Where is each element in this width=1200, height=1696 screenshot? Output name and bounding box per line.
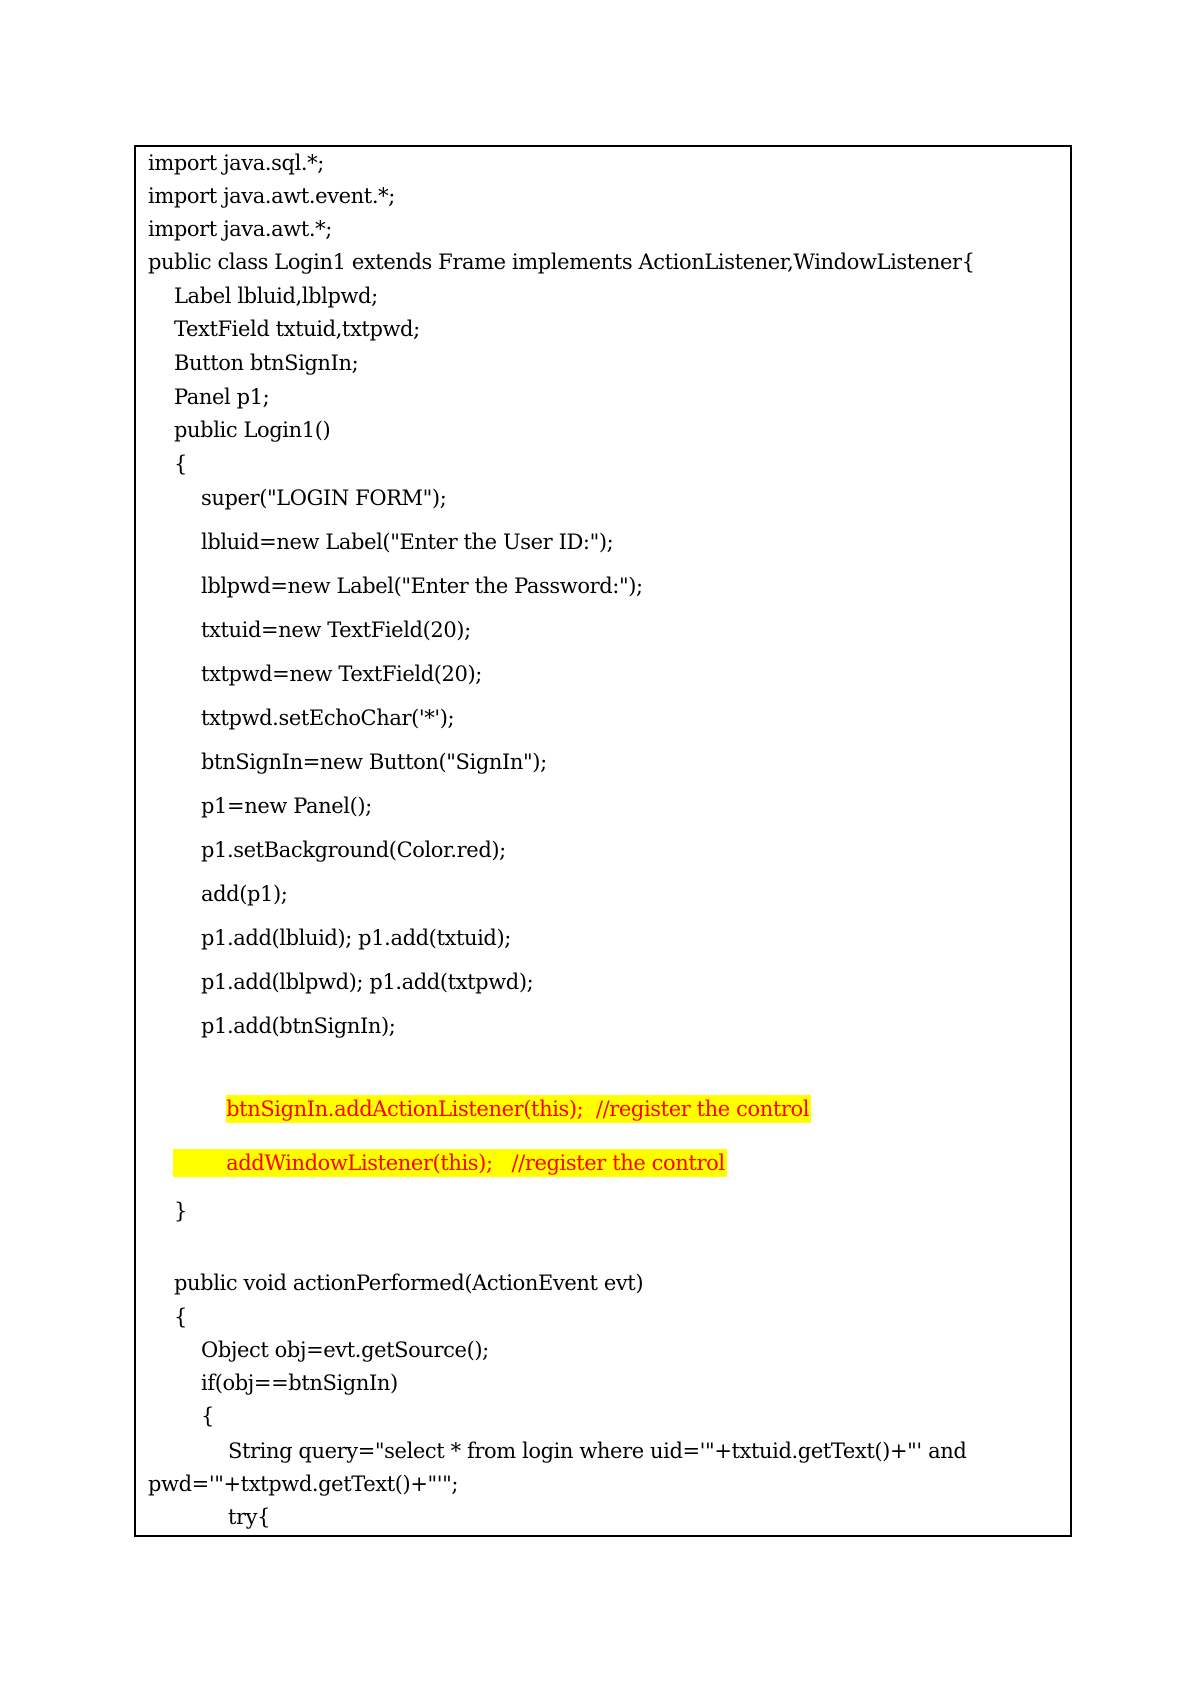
code-line: btnSignIn=new Button("SignIn"); xyxy=(201,750,547,774)
code-line: p1=new Panel(); xyxy=(201,794,372,818)
code-line: if(obj==btnSignIn) xyxy=(201,1371,398,1395)
code-line: super("LOGIN FORM"); xyxy=(201,486,447,510)
code-line: p1.add(lblpwd); p1.add(txtpwd); xyxy=(201,970,534,994)
code-line: TextField txtuid,txtpwd; xyxy=(174,317,420,341)
code-line: try{ xyxy=(228,1505,271,1529)
code-line: { xyxy=(174,452,187,476)
code-line: Button btnSignIn; xyxy=(174,351,359,375)
code-line: lbluid=new Label("Enter the User ID:"); xyxy=(201,530,614,554)
code-line: import java.awt.*; xyxy=(148,217,332,241)
code-line: import java.sql.*; xyxy=(148,151,324,175)
code-line: public class Login1 extends Frame implements ActionListener,WindowListener{ xyxy=(148,250,975,274)
code-line: txtpwd=new TextField(20); xyxy=(201,662,482,686)
code-line: public Login1() xyxy=(174,418,331,442)
code-line: txtuid=new TextField(20); xyxy=(201,618,471,642)
code-line: p1.setBackground(Color.red); xyxy=(201,838,506,862)
code-line: Label lbluid,lblpwd; xyxy=(174,284,378,308)
code-line: String query="select * from login where uid='"+txtuid.getText()+"' and xyxy=(228,1439,967,1463)
code-line: Panel p1; xyxy=(174,385,270,409)
code-line: public void actionPerformed(ActionEvent evt) xyxy=(174,1271,644,1295)
code-line: lblpwd=new Label("Enter the Password:"); xyxy=(201,574,643,598)
code-line: p1.add(lbluid); p1.add(txtuid); xyxy=(201,926,511,950)
highlighted-code-line xyxy=(148,1121,727,1205)
code-line: add(p1); xyxy=(201,882,288,906)
code-line: txtpwd.setEchoChar('*'); xyxy=(201,706,455,730)
code-line: Object obj=evt.getSource(); xyxy=(201,1338,489,1362)
code-line: { xyxy=(201,1404,214,1428)
code-line: pwd='"+txtpwd.getText()+"'"; xyxy=(148,1472,459,1496)
highlighted-code-text: addWindowListener(this); //register the control xyxy=(173,1149,727,1177)
code-line: } xyxy=(174,1199,187,1223)
highlighted-code-text: btnSignIn.addActionListener(this); //register the control xyxy=(226,1097,810,1121)
code-line: import java.awt.event.*; xyxy=(148,184,395,208)
code-line: { xyxy=(174,1305,187,1329)
code-line: p1.add(btnSignIn); xyxy=(201,1014,396,1038)
code-listing-box xyxy=(134,145,1072,1537)
